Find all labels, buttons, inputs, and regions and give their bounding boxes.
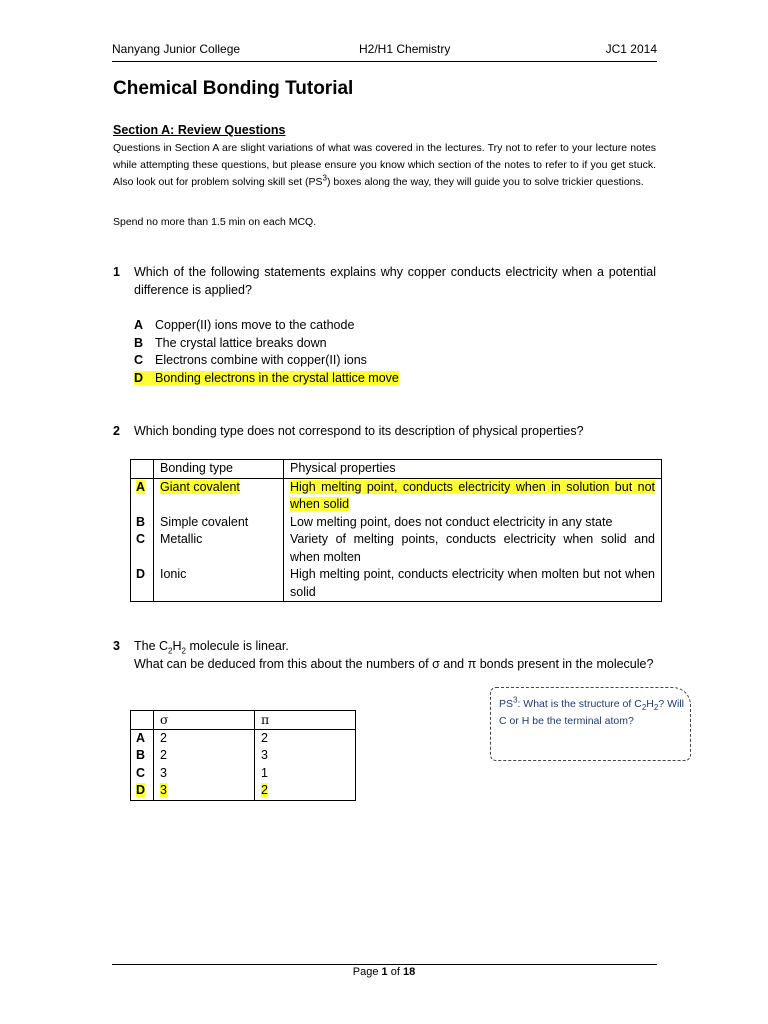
row-letter (131, 478, 154, 514)
pi-count: 2 (261, 783, 268, 797)
option-letter: A (134, 318, 144, 332)
question-text-line-2: What can be deduced from this about the numbers of σ and π bonds present in the molecule? (134, 657, 654, 671)
option-d-answer (134, 370, 399, 388)
bonds-table (130, 710, 356, 801)
text-part: ? Will C or H be the terminal atom? (499, 698, 685, 727)
question-number: 3 (113, 639, 120, 653)
option-letter: B (134, 335, 144, 350)
question-text-line-1 (134, 637, 656, 655)
text-part: PS (499, 698, 514, 710)
question-1-options (134, 317, 399, 387)
bonding-type: Simple covalent (154, 514, 284, 532)
pi-count: 3 (261, 748, 268, 762)
sigma-count: 2 (154, 729, 255, 747)
sigma-count: 2 (154, 747, 255, 765)
sigma-count: 3 (154, 765, 255, 783)
page-number: 1 (381, 966, 388, 978)
intro-text-1: Questions in Section A are slight variations of what was covered in the lectures. Try not to refer to your lecture notes while attempting these questions, but please ensure you know which section of the notes to refer to if you get stuck. Also look out for problem solving skill set (PS (113, 142, 656, 188)
pi-count: 2 (261, 730, 268, 745)
subscript: 2 (181, 646, 186, 656)
option-a (134, 317, 399, 335)
table-header-row (131, 711, 356, 730)
question-2 (113, 422, 656, 440)
superscript: 3 (513, 695, 518, 705)
page-label: Page (352, 966, 379, 978)
section-intro (113, 140, 656, 191)
row-letter: A (131, 729, 154, 747)
properties-text: Variety of melting points, conducts electricity when solid and when molten (290, 532, 655, 564)
bonding-type: Ionic (154, 566, 284, 602)
row-letter: C (131, 531, 154, 566)
row-letter: B (131, 514, 154, 532)
properties-cell (284, 478, 662, 514)
table-row (131, 782, 356, 800)
text-part: H (172, 639, 182, 653)
option-b (134, 335, 399, 353)
table-cell (131, 460, 154, 479)
pi-cell (255, 782, 356, 800)
option-letter: D (134, 370, 144, 385)
page-header (112, 42, 657, 60)
bonding-table (130, 459, 662, 602)
text-part: H (646, 698, 654, 710)
subscript: 2 (641, 703, 647, 713)
sigma-count: 3 (160, 783, 167, 797)
table-header-row (131, 460, 662, 479)
intro-superscript: 3 (322, 173, 327, 183)
row-letter: C (131, 765, 154, 783)
footer-divider (112, 964, 657, 965)
table-cell (131, 711, 154, 730)
column-header-bonding-type: Bonding type (154, 460, 284, 479)
table-row (131, 514, 662, 532)
question-number: 1 (113, 265, 120, 279)
page-total: 18 (402, 966, 416, 978)
text-part: The C (134, 639, 169, 653)
bonding-type-cell (154, 478, 284, 514)
table-row (131, 747, 356, 765)
column-header-pi: π (255, 711, 356, 730)
table-row (131, 765, 356, 783)
sigma-cell (154, 782, 255, 800)
page-title: Chemical Bonding Tutorial (113, 78, 354, 99)
row-letter (131, 782, 154, 800)
answer-letter: D (136, 783, 146, 797)
column-header-physical-properties: Physical properties (284, 460, 662, 479)
text-part: : What is the structure of C (517, 698, 642, 710)
column-header-sigma: σ (154, 711, 255, 730)
properties-text: High melting point, conducts electricity when in solution but not when solid (290, 479, 655, 511)
row-letter: D (131, 566, 154, 602)
page-of: of (390, 966, 400, 978)
section-heading: Section A: Review Questions (113, 123, 286, 137)
bonding-type: Metallic (154, 531, 284, 566)
option-c (134, 352, 399, 370)
question-3 (113, 637, 656, 673)
option-text: The crystal lattice breaks down (155, 335, 327, 350)
header-school: Nanyang Junior College (112, 42, 241, 56)
table-row (131, 729, 356, 747)
pi-count: 1 (261, 765, 268, 780)
intro-text-2: ) boxes along the way, they will guide you to solve trickier questions. (326, 176, 644, 188)
row-letter: B (131, 747, 154, 765)
subscript: 2 (168, 646, 173, 656)
answer-letter: A (136, 479, 146, 494)
header-divider (112, 61, 657, 62)
ps-hint-box (490, 687, 691, 761)
question-1 (113, 263, 656, 299)
properties-text: High melting point, conducts electricity when molten but not when solid (290, 567, 655, 599)
time-guidance: Spend no more than 1.5 min on each MCQ. (113, 216, 317, 228)
table-row (131, 478, 662, 514)
option-text: Copper(II) ions move to the cathode (155, 318, 355, 332)
option-text: Electrons combine with copper(II) ions (155, 353, 367, 367)
question-text: Which of the following statements explains why copper conducts electricity when a potential difference is applied? (134, 265, 656, 297)
page-footer (0, 966, 768, 978)
question-text: Which bonding type does not correspond to its description of physical properties? (134, 424, 584, 438)
option-letter: C (134, 353, 144, 367)
bonding-type: Giant covalent (160, 479, 240, 494)
properties-text: Low melting point, does not conduct electricity in any state (290, 514, 613, 529)
header-subject: H2/H1 Chemistry (359, 42, 451, 56)
header-year: JC1 2014 (605, 42, 657, 56)
subscript: 2 (653, 703, 659, 713)
table-row (131, 566, 662, 602)
table-row (131, 531, 662, 566)
option-text: Bonding electrons in the crystal lattice move (155, 370, 399, 385)
question-number: 2 (113, 424, 120, 438)
text-part: molecule is linear. (185, 639, 289, 653)
